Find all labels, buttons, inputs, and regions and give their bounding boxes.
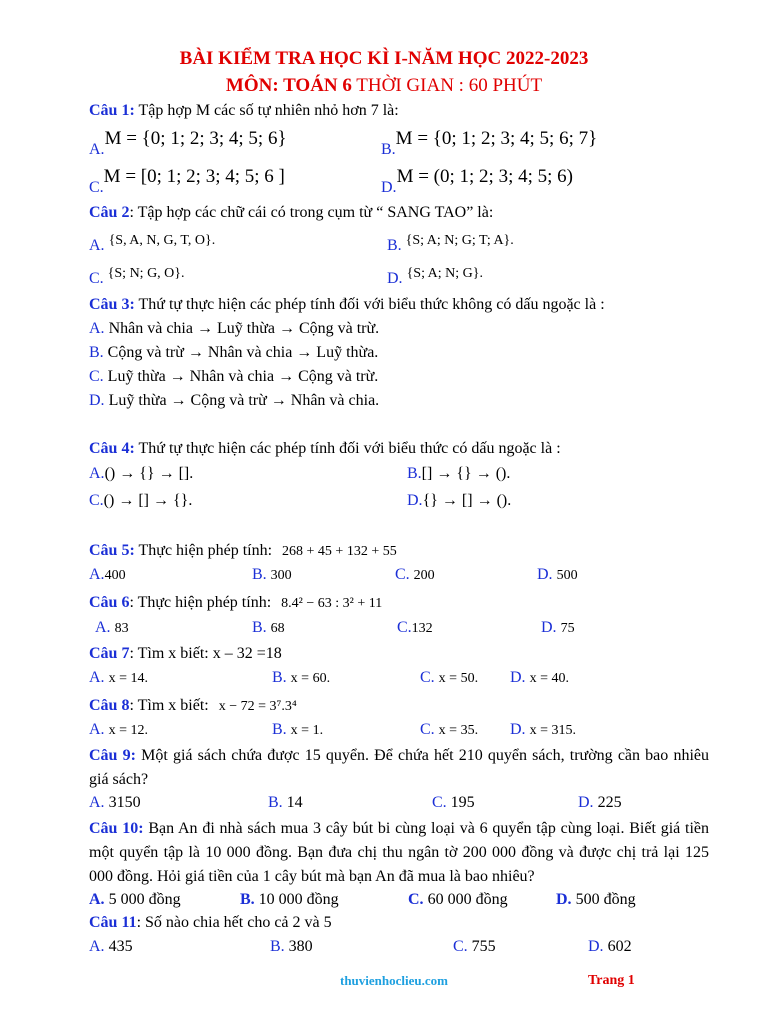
question-text: : Số nào chia hết cho cả 2 và 5 <box>136 914 332 931</box>
question-label: Câu 2 <box>89 204 130 221</box>
option-text: () → {} → []. <box>104 465 194 482</box>
option-text: x = 40. <box>529 671 569 686</box>
question-11 <box>89 914 332 932</box>
option-letter: D. <box>578 794 594 811</box>
option-text: Cộng và trừ → Nhân và chia → Luỹ thừa. <box>103 344 379 361</box>
q7-option-c[interactable] <box>420 669 478 687</box>
question-10 <box>89 817 709 889</box>
q5-option-b[interactable] <box>252 566 292 584</box>
q2-option-a[interactable] <box>89 231 216 254</box>
q6-option-c[interactable] <box>397 619 433 637</box>
option-letter: C. <box>432 794 447 811</box>
option-text: 60 000 đồng <box>423 891 508 908</box>
question-text: Thứ tự thực hiện các phép tính đối với biểu thức có dấu ngoặc là : <box>134 440 561 457</box>
option-letter: D. <box>510 669 526 686</box>
q7-option-b[interactable] <box>272 669 330 687</box>
q7-option-d[interactable] <box>510 669 569 687</box>
option-letter: C. <box>89 179 104 196</box>
option-letter: C. <box>397 619 412 636</box>
q9-option-a[interactable] <box>89 794 141 812</box>
option-text: 195 <box>446 794 475 811</box>
q1-option-d[interactable] <box>381 166 573 196</box>
option-text: 68 <box>270 621 285 636</box>
q5-option-c[interactable] <box>395 566 435 584</box>
option-text: {S; A; N; G}. <box>406 266 484 281</box>
option-letter: B. <box>268 794 283 811</box>
option-letter: C. <box>89 368 104 385</box>
option-text: x = 35. <box>438 723 479 738</box>
question-label: Câu 1: <box>89 102 135 119</box>
question-text: : Tìm x biết: x – 32 =18 <box>129 645 282 662</box>
option-text: 400 <box>104 568 126 583</box>
question-label: Câu 10: <box>89 820 144 837</box>
option-text: x = 315. <box>529 723 576 738</box>
option-text: 755 <box>467 938 496 955</box>
option-letter: D. <box>381 179 397 196</box>
q3-option-d[interactable] <box>89 392 379 410</box>
q2-option-b[interactable] <box>387 231 514 254</box>
question-text: Bạn An đi nhà sách mua 3 cây bút bi cùng loại và 6 quyển tập cùng loại. Biết giá tiền một quyển tập là 10 000 đồng. Bạn đưa chị thu ngân tờ 200 000 đồng và được chị trả lại 125 000 đồng. Hỏi giá tiền của 1 cây bút mà bạn An đã mua là bao nhiêu? <box>89 820 710 885</box>
option-letter: B. <box>272 721 287 738</box>
q3-option-c[interactable] <box>89 368 378 386</box>
option-text: 5 000 đồng <box>104 891 181 908</box>
option-letter: D. <box>541 619 557 636</box>
option-letter: D. <box>510 721 526 738</box>
option-text: {S, A, N, G, T, O}. <box>108 233 216 248</box>
question-text: : Thực hiện phép tính: <box>129 594 272 611</box>
q4-option-b[interactable] <box>407 465 510 483</box>
q11-option-b[interactable] <box>270 938 313 956</box>
q10-option-b[interactable] <box>240 891 339 909</box>
question-label: Câu 9: <box>89 747 136 764</box>
q11-option-a[interactable] <box>89 938 133 956</box>
option-text: 380 <box>284 938 313 955</box>
q6-option-d[interactable] <box>541 619 575 637</box>
q10-option-c[interactable] <box>408 891 508 909</box>
q4-option-c[interactable] <box>89 492 192 510</box>
q3-option-a[interactable] <box>89 320 379 338</box>
q9-option-b[interactable] <box>268 794 303 812</box>
option-letter: B. <box>89 344 104 361</box>
option-letter: B. <box>381 141 396 158</box>
option-letter: C. <box>408 891 424 908</box>
option-text: x = 1. <box>290 723 324 738</box>
option-letter: A. <box>89 465 105 482</box>
option-letter: A. <box>89 721 105 738</box>
q1-option-b[interactable] <box>381 128 598 158</box>
option-text: M = [0; 1; 2; 3; 4; 5; 6 ] <box>103 166 285 187</box>
option-letter: B. <box>387 237 402 254</box>
exam-subtitle <box>0 75 768 97</box>
question-7 <box>89 645 282 663</box>
option-text: 75 <box>560 621 575 636</box>
option-letter: D. <box>407 492 423 509</box>
option-text: M = (0; 1; 2; 3; 4; 5; 6) <box>396 166 573 187</box>
option-letter: D. <box>537 566 553 583</box>
option-text: () → [] → {}. <box>103 492 193 509</box>
q9-option-d[interactable] <box>578 794 622 812</box>
exam-title-text: BÀI KIỂM TRA HỌC KÌ I-NĂM HỌC 2022-2023 <box>179 48 589 69</box>
option-text: x = 14. <box>108 671 148 686</box>
option-text: {S; N; G, O}. <box>107 266 185 281</box>
option-text: 225 <box>593 794 622 811</box>
option-letter: A. <box>89 938 105 955</box>
option-text: 14 <box>282 794 303 811</box>
question-1 <box>89 102 399 120</box>
q10-option-a[interactable] <box>89 891 181 909</box>
option-letter: B. <box>407 465 422 482</box>
option-letter: A. <box>89 794 105 811</box>
q8-option-a[interactable] <box>89 721 148 739</box>
option-text: Luỹ thừa → Cộng và trừ → Nhân và chia. <box>104 392 380 409</box>
option-letter: B. <box>252 619 267 636</box>
option-text: M = {0; 1; 2; 3; 4; 5; 6; 7} <box>395 128 598 149</box>
math-expression: x − 72 = 3⁷.3⁴ <box>218 699 297 714</box>
q4-option-d[interactable] <box>407 492 511 510</box>
q8-option-d[interactable] <box>510 721 576 739</box>
question-8 <box>89 697 297 715</box>
q9-option-c[interactable] <box>432 794 475 812</box>
option-text: 83 <box>114 621 129 636</box>
option-text: 500 <box>556 568 578 583</box>
option-letter: A. <box>89 566 105 583</box>
math-expression: 8.4² − 63 : 3² + 11 <box>281 596 383 611</box>
q8-option-c[interactable] <box>420 721 478 739</box>
subject-label: MÔN: TOÁN 6 <box>225 75 352 96</box>
question-label: Câu 11 <box>89 914 137 931</box>
q6-option-b[interactable] <box>252 619 285 637</box>
q10-option-d[interactable] <box>556 891 636 909</box>
question-4 <box>89 440 561 458</box>
option-text: x = 12. <box>108 723 148 738</box>
question-text: Tập hợp M các số tự nhiên nhỏ hơn 7 là: <box>134 102 399 119</box>
q5-option-d[interactable] <box>537 566 578 584</box>
option-letter: A. <box>89 669 105 686</box>
question-3 <box>89 296 605 314</box>
q1-option-c[interactable] <box>89 166 285 196</box>
q1-option-a[interactable] <box>89 128 287 158</box>
option-text: {S; A; N; G; T; A}. <box>405 233 514 248</box>
time-label: THỜI GIAN : 60 PHÚT <box>351 75 543 96</box>
question-text: : Tìm x biết: <box>129 697 209 714</box>
option-text: Nhân và chia → Luỹ thừa → Cộng và trừ. <box>104 320 380 337</box>
question-9 <box>89 744 709 792</box>
option-text: x = 60. <box>290 671 331 686</box>
q4-option-a[interactable] <box>89 465 193 483</box>
question-text: : Tập hợp các chữ cái có trong cụm từ “ SANG TAO” là: <box>129 204 494 221</box>
option-letter: B. <box>240 891 255 908</box>
option-letter: D. <box>89 392 105 409</box>
option-letter: B. <box>272 669 287 686</box>
page-number: Trang 1 <box>588 973 635 988</box>
option-text: Luỹ thừa → Nhân và chia → Cộng và trừ. <box>103 368 379 385</box>
q3-option-b[interactable] <box>89 344 378 362</box>
question-label: Câu 4: <box>89 440 135 457</box>
option-letter: C. <box>420 721 435 738</box>
option-text: 500 đồng <box>571 891 636 908</box>
option-letter: B. <box>252 566 267 583</box>
math-expression: 268 + 45 + 132 + 55 <box>282 544 397 559</box>
option-text: 300 <box>270 568 292 583</box>
option-letter: B. <box>270 938 285 955</box>
option-letter: A. <box>89 320 105 337</box>
option-text: 602 <box>603 938 632 955</box>
q6-option-a[interactable] <box>95 619 129 637</box>
q7-option-a[interactable] <box>89 669 148 687</box>
footer-site-link[interactable]: thuvienhoclieu.com <box>340 973 448 988</box>
question-label: Câu 6 <box>89 594 130 611</box>
option-text: [] → {} → (). <box>421 465 511 482</box>
option-letter: D. <box>556 891 572 908</box>
question-text: Thứ tự thực hiện các phép tính đối với biểu thức không có dấu ngoặc là : <box>134 296 605 313</box>
q2-option-d[interactable] <box>387 264 484 287</box>
option-text: 10 000 đồng <box>254 891 339 908</box>
question-label: Câu 8 <box>89 697 130 714</box>
question-label: Câu 3: <box>89 296 135 313</box>
exam-title <box>0 48 768 70</box>
option-letter: D. <box>387 270 403 287</box>
option-text: {} → [] → (). <box>422 492 512 509</box>
option-letter: A. <box>95 619 111 636</box>
question-text: Một giá sách chứa được 15 quyển. Để chứa hết 210 quyển sách, trường cần bao nhiêu giá sách? <box>89 747 709 788</box>
option-letter: D. <box>588 938 604 955</box>
q2-option-c[interactable] <box>89 264 185 287</box>
question-text: Thực hiện phép tính: <box>134 542 273 559</box>
option-text: M = {0; 1; 2; 3; 4; 5; 6} <box>104 128 287 149</box>
option-letter: C. <box>420 669 435 686</box>
q5-option-a[interactable] <box>89 566 126 584</box>
option-text: 435 <box>104 938 133 955</box>
option-letter: C. <box>89 270 104 287</box>
option-letter: A. <box>89 891 105 908</box>
option-text: x = 50. <box>438 671 479 686</box>
question-5 <box>89 542 397 560</box>
option-text: 200 <box>413 568 435 583</box>
q8-option-b[interactable] <box>272 721 323 739</box>
option-text: 3150 <box>104 794 141 811</box>
question-label: Câu 5: <box>89 542 135 559</box>
question-label: Câu 7 <box>89 645 130 662</box>
option-letter: A. <box>89 141 105 158</box>
q11-option-d[interactable] <box>588 938 632 956</box>
option-letter: C. <box>89 492 104 509</box>
question-2 <box>89 204 493 222</box>
option-letter: C. <box>395 566 410 583</box>
q11-option-c[interactable] <box>453 938 496 956</box>
option-text: 132 <box>411 621 433 636</box>
option-letter: A. <box>89 237 105 254</box>
option-letter: C. <box>453 938 468 955</box>
question-6 <box>89 594 382 612</box>
